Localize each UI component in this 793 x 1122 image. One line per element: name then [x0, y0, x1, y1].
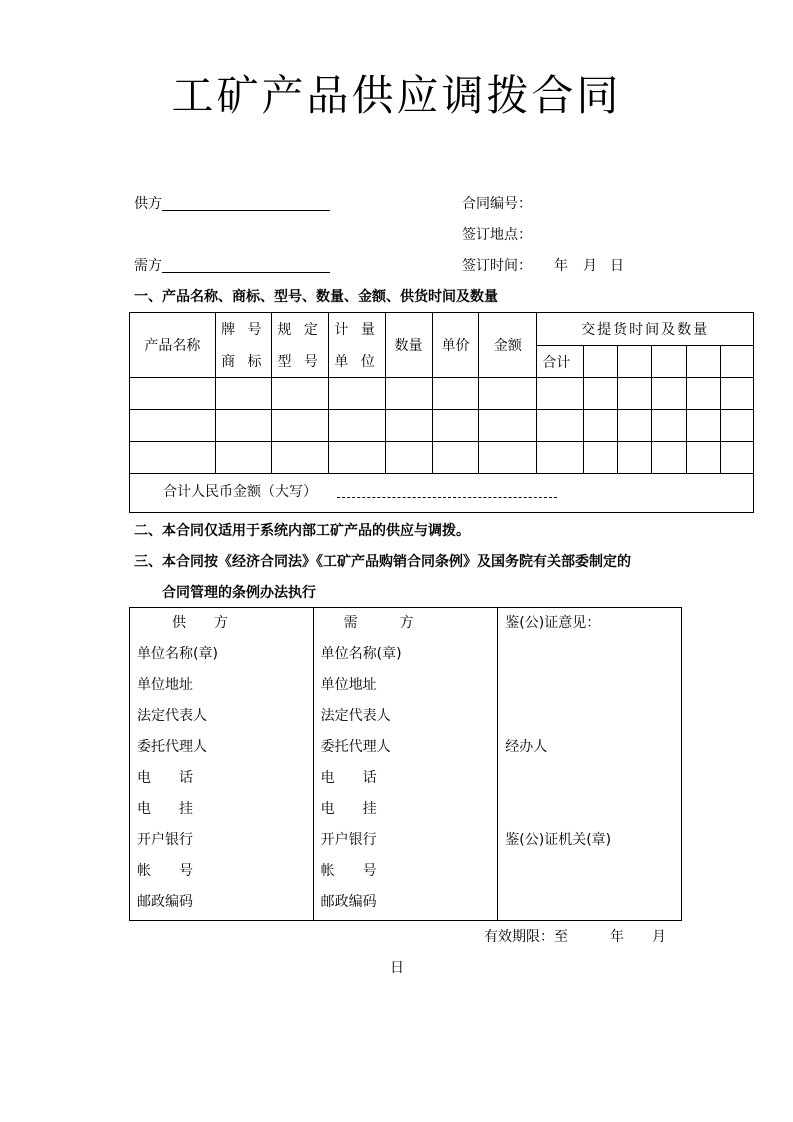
demander-column [313, 608, 498, 921]
table-cell[interactable] [687, 442, 721, 474]
table-cell[interactable] [215, 378, 271, 410]
demander-field-agent[interactable]: 委托代理人 [320, 739, 391, 755]
supplier-field-account[interactable]: 帐 号 [137, 863, 193, 879]
table-cell[interactable] [130, 378, 216, 410]
total-rmb-row [130, 474, 754, 513]
table-cell[interactable] [479, 378, 537, 410]
col-amount: 金额 [479, 313, 537, 378]
table-cell[interactable] [432, 442, 479, 474]
sign-year: 年 [554, 258, 568, 274]
delivery-cell[interactable] [652, 346, 687, 378]
table-cell[interactable] [687, 378, 721, 410]
table-cell[interactable] [271, 378, 328, 410]
demander-field-phone[interactable]: 电 话 [320, 770, 377, 786]
table-cell[interactable] [130, 442, 216, 474]
handler-label[interactable]: 经办人 [505, 739, 548, 755]
supplier-underline[interactable] [162, 210, 330, 211]
document-title: 工矿产品供应调拨合同 [171, 71, 622, 120]
col-spec-line1: 规 定 [277, 322, 322, 338]
col-brand-line1: 牌 号 [221, 322, 266, 338]
table-cell[interactable] [130, 410, 216, 442]
demander-field-unit-name[interactable]: 单位名称(章) [320, 646, 402, 662]
table-cell[interactable] [215, 410, 271, 442]
table-cell[interactable] [687, 410, 721, 442]
validity-label: 有效期限：至 [484, 929, 568, 945]
delivery-cell[interactable] [687, 346, 721, 378]
validity-month: 月 [652, 929, 666, 945]
col-product-name: 产品名称 [130, 313, 216, 378]
col-price: 单价 [432, 313, 479, 378]
sign-place-label: 签订地点： [462, 227, 532, 243]
total-rmb-dash-line[interactable] [337, 497, 557, 498]
table-cell[interactable] [328, 378, 385, 410]
section-1-heading: 一、产品名称、商标、型号、数量、金额、供货时间及数量 [134, 289, 498, 305]
table-cell[interactable] [385, 378, 432, 410]
contract-no-label: 合同编号： [462, 196, 532, 212]
table-cell[interactable] [328, 410, 385, 442]
table-cell[interactable] [385, 410, 432, 442]
section-3-line1: 三、本合同按《经济合同法》《工矿产品购销合同条例》及国务院有关部委制定的 [134, 554, 631, 570]
col-total: 合计 [537, 346, 584, 378]
table-cell[interactable] [328, 442, 385, 474]
delivery-cell[interactable] [618, 346, 652, 378]
demander-header: 需 方 [343, 615, 414, 631]
supplier-field-bank[interactable]: 开户银行 [137, 832, 193, 848]
notary-column [498, 608, 682, 921]
demander-field-legal-rep[interactable]: 法定代表人 [320, 708, 391, 724]
col-unit-line2: 单 位 [334, 354, 379, 370]
table-cell[interactable] [215, 442, 271, 474]
demander-field-telegraph[interactable]: 电 挂 [320, 801, 377, 817]
table-cell[interactable] [618, 442, 652, 474]
table-cell[interactable] [584, 410, 618, 442]
demander-field-address[interactable]: 单位地址 [320, 677, 377, 693]
sign-month: 月 [583, 258, 597, 274]
demander-field-postcode[interactable]: 邮政编码 [320, 894, 377, 910]
notary-org-label[interactable]: 鉴(公)证机关(章) [505, 832, 612, 848]
supplier-field-address[interactable]: 单位地址 [137, 677, 193, 693]
table-cell[interactable] [618, 410, 652, 442]
col-spec-line2: 型 号 [277, 354, 322, 370]
col-unit-line1: 计 量 [334, 322, 379, 338]
table-cell[interactable] [479, 442, 537, 474]
table-cell[interactable] [432, 378, 479, 410]
notary-opinion-label: 鉴(公)证意见： [505, 615, 601, 631]
table-cell[interactable] [584, 442, 618, 474]
delivery-cell[interactable] [720, 346, 753, 378]
supplier-field-telegraph[interactable]: 电 挂 [137, 801, 193, 817]
table-cell[interactable] [652, 410, 687, 442]
table-cell[interactable] [479, 410, 537, 442]
table-cell[interactable] [432, 410, 479, 442]
demander-field-bank[interactable]: 开户银行 [320, 832, 377, 848]
table-cell[interactable] [652, 442, 687, 474]
table-cell[interactable] [720, 410, 753, 442]
supplier-column [130, 608, 314, 921]
col-unit [328, 313, 385, 378]
table-cell[interactable] [584, 378, 618, 410]
section-2-text: 二、本合同仅适用于系统内部工矿产品的供应与调拨。 [134, 523, 470, 539]
table-cell[interactable] [271, 410, 328, 442]
table-cell[interactable] [537, 378, 584, 410]
table-row [130, 442, 754, 474]
col-quantity: 数量 [385, 313, 432, 378]
demander-underline[interactable] [162, 272, 330, 273]
table-cell[interactable] [720, 378, 753, 410]
section-3-line2: 合同管理的条例办法执行 [162, 585, 316, 601]
demander-label: 需方 [134, 258, 162, 274]
table-cell[interactable] [271, 442, 328, 474]
col-delivery: 交提货时间及数量 [537, 313, 754, 346]
party-info-table [129, 607, 682, 921]
validity-year: 年 [610, 929, 624, 945]
supplier-label: 供方 [134, 196, 162, 212]
product-table [129, 312, 754, 513]
supplier-header: 供 方 [172, 615, 228, 631]
demander-field-account[interactable]: 帐 号 [320, 863, 377, 879]
col-brand-line2: 商 标 [221, 354, 266, 370]
table-row [130, 410, 754, 442]
table-cell[interactable] [720, 442, 753, 474]
sign-day: 日 [610, 258, 624, 274]
col-spec [271, 313, 328, 378]
supplier-field-postcode[interactable]: 邮政编码 [137, 894, 193, 910]
table-cell[interactable] [537, 442, 584, 474]
table-cell[interactable] [537, 410, 584, 442]
table-cell[interactable] [618, 378, 652, 410]
total-rmb-label: 合计人民币金额（大写） [163, 484, 317, 500]
supplier-field-agent[interactable]: 委托代理人 [137, 739, 207, 755]
delivery-cell[interactable] [584, 346, 618, 378]
supplier-field-legal-rep[interactable]: 法定代表人 [137, 708, 207, 724]
validity-day: 日 [390, 960, 404, 976]
supplier-field-unit-name[interactable]: 单位名称(章) [137, 646, 218, 662]
supplier-field-phone[interactable]: 电 话 [137, 770, 193, 786]
table-row [130, 378, 754, 410]
table-cell[interactable] [652, 378, 687, 410]
sign-time-label: 签订时间： [462, 258, 532, 274]
col-brand [215, 313, 271, 378]
table-cell[interactable] [385, 442, 432, 474]
